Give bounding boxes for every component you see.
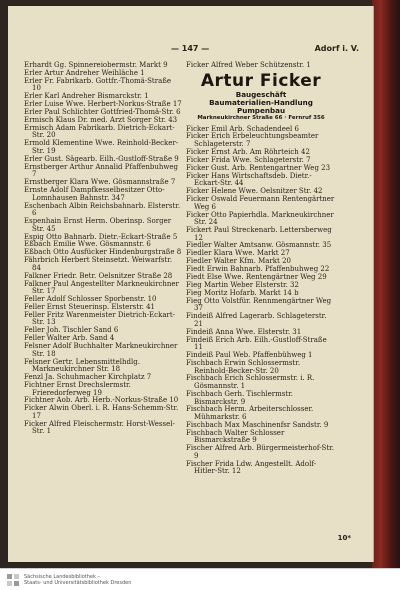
directory-entry: Fiedt Else Wwe. Rentengärtner Weg 29 (186, 273, 327, 282)
directory-entry: Erler Luise Wwe. Herbert-Norkus-Straße 17 (24, 100, 182, 109)
directory-entry: Fischbach Erich Schlossermstr. i. R. Gösmannstr. 1 (186, 374, 315, 391)
directory-entry: Fieg Moritz Hofarb. Markt 14 b (186, 288, 299, 297)
directory-entry: Fischbach Herm. Arbeiterschlosser. Mühmarkstr. 6 (186, 405, 314, 421)
directory-entry: Fischbach Walter Schlosser Bismarckstraße 9 (186, 428, 285, 445)
book-spine (372, 0, 400, 568)
directory-entry: Espenhain Ernst Herm. Oberinsp. Sorger Str. 45 (24, 217, 172, 233)
running-head: Adorf i. V. (314, 44, 359, 53)
directory-entry: Fiedler Klara Wwe. Markt 27 (186, 249, 290, 258)
directory-entry: Fiedt Erwin Bahnarb. Pfaffenbuhweg 22 (186, 265, 330, 274)
directory-entry: Ficker Alfred Fleischermstr. Horst-Wessel-Str. 1 (24, 419, 175, 436)
left-column (24, 62, 182, 436)
directory-entry: Erler Artur Andreher Weihläche 1 (24, 68, 145, 77)
ad-address: Markneukirchner Straße 66 · Fernruf 356 (197, 114, 325, 121)
directory-entry: Feller Adolf Schlosser Sporbenstr. 10 (24, 295, 157, 304)
directory-entry: Fischbach Erwin Schlossermstr. Reinhold-Becker-Str. 20 (186, 358, 301, 375)
advertisement (186, 72, 336, 122)
document-page (8, 6, 374, 562)
directory-entry: Erler Fr. Fabrikarb. Gottfr.-Thomä-Straße 10 (24, 76, 172, 93)
directory-entry: Eßbach Otto Ausfücker Hindenburgstraße 8 (24, 248, 182, 257)
directory-entry: Ernstberger Arthur Annalid Pfaffenbuhweg 7 (24, 162, 178, 179)
directory-entry: Felsner Gertr. Lebensmittelhdlg. Markneukirchner Str. 18 (24, 357, 140, 374)
right-column-top (186, 62, 336, 70)
directory-entry: Ficker Otto Papierhdla. Markneukirchner Str. 24 (186, 210, 334, 227)
directory-entry: Ficker Ernst Arb. Am Röhrteich 42 (186, 147, 310, 156)
directory-entry: Fischbach Max Maschinenfsr Sandstr. 9 (186, 420, 329, 429)
directory-entry: Erler Paul Schlichter Gottfried-Thomä-Str. 6 (24, 108, 181, 117)
directory-entry: Fiedler Walter Amtsanw. Gösmannstr. 35 (186, 241, 332, 250)
library-footer-bar (0, 568, 400, 590)
directory-entry: Ficker Frida Wwe. Schlageterstr. 7 (186, 155, 311, 164)
directory-entry: Ficker Alwin Oberl. i. R. Hans-Schemm-Str. 17 (24, 404, 179, 420)
signature-mark: 10* (337, 534, 351, 542)
directory-entry: Ficker Erich Erbeleuchtungsbeamter Schlageterstr. 7 (186, 132, 319, 149)
right-column-entries (186, 126, 336, 476)
ad-line-1: Baugeschäft (235, 89, 287, 99)
directory-entry: Findeiß Alfred Lagerarb. Schlageterstr. 21 (186, 312, 327, 328)
directory-entry: Ficker Gust. Arb. Rentengartner Weg 23 (186, 163, 331, 172)
directory-entry: Eschenbach Albin Reichsbahnarb. Elsterstr. 6 (24, 201, 181, 218)
directory-entry: Ficker Oswald Feuermann Rentengärtner Weg 6 (186, 195, 335, 211)
directory-entry: Feller Walter Arb. Sand 4 (24, 334, 115, 343)
directory-entry: Fischbach Gerh. Tischlermstr. Bismarckstr. 9 (186, 389, 293, 406)
library-logo-icon (6, 573, 20, 587)
directory-entry: Fichtner Aob. Arb. Herb.-Norkus-Straße 10 (24, 396, 179, 405)
directory-entry: Ficker Emil Arb. Schadendeel 6 (186, 124, 299, 133)
directory-entry: Eßbach Emilie Wwe. Gösmannstr. 6 (24, 240, 151, 249)
directory-entry: Espig Otto Bahnarb. Dietr.-Eckart-Straße 5 (24, 232, 178, 241)
directory-entry: Ficker Hans Wirtschaftsdeb. Dietr.-Eckart-Str. 44 (186, 171, 312, 188)
ad-company-name: Artur Ficker (200, 70, 322, 91)
directory-entry: Fieg Otto Volstfür. Rennmengärtner Weg 37 (186, 296, 332, 313)
page-number: — 147 — (171, 44, 210, 53)
directory-entry: Falkner Paul Angestellter Markneukirchner Str. 17 (24, 279, 179, 296)
directory-entry: Ermisch Adam Fabrikarb. Dietrich-Eckart-Str. 20 (24, 123, 175, 140)
page-header (26, 44, 359, 56)
directory-entry: Ernstberger Klara Wwe. Gösmannstraße 7 (24, 178, 176, 187)
directory-entry: Feller Joh. Tischler Sand 6 (24, 326, 119, 335)
library-name-line-1: Sächsische Landesbibliothek – (24, 574, 100, 580)
directory-entry: Erhardt Gg. Spinnereiobermstr. Markt 9 (24, 61, 168, 69)
directory-entry: Ermold Klementine Wwe. Reinhold-Becker-Str. 19 (24, 139, 179, 155)
directory-entry: Findeiß Erich Arb. Eilh.-Gustloff-Straße 11 (186, 335, 327, 352)
directory-entry: Erler Gust. Sägearb. Eilh.-Gustloff-Straße 9 (24, 154, 179, 163)
directory-entry: Fickert Paul Streckenarb. Lettersberweg 12 (186, 225, 332, 242)
directory-entry: Ficker Helene Wwe. Oelsnitzer Str. 42 (186, 187, 323, 196)
directory-entry: Ficker Alfred Weber Schützenstr. 1 (186, 61, 311, 69)
directory-entry: Fährbrich Herbert Steinsetzt. Weiwarfstr. 84 (24, 256, 173, 272)
directory-entry: Findeiß Anna Wwe. Elsterstr. 31 (186, 327, 302, 336)
ad-line-3: Pumpenbau (236, 105, 286, 115)
directory-entry: Fischer Frida Ldw. Angestellt. Adolf-Hitler-Str. 12 (186, 459, 317, 476)
directory-entry: Fichtner Ernst Drechslermstr. Frieredorferweg 19 (24, 380, 131, 397)
directory-entry: Findeiß Paul Web. Pfaffenbühweg 1 (186, 351, 313, 360)
directory-entry: Fiedler Walter Kfm. Markt 20 (186, 257, 291, 266)
directory-entry: Fischer Alfred Arb. Bürgermeisterhof-Str. 9 (186, 444, 334, 460)
ad-line-2: Baumaterialien-Handlung (209, 97, 313, 107)
directory-entry: Erler Karl Andreher Bismarckstr. 1 (24, 92, 149, 101)
directory-entry: Ermisch Klaus Dr. med. Arzt Sorger Str. 43 (24, 115, 178, 124)
directory-entry: Fieg Martin Weber Elsterstr. 32 (186, 280, 299, 289)
directory-entry: Felsner Adolf Buchhalter Markneukirchner Str. 18 (24, 342, 178, 358)
right-column (186, 62, 336, 476)
directory-entry: Feller Ernst Steuerinsp. Elsterstr. 41 (24, 302, 156, 311)
directory-entry: Ernste Adolf Dampfkesselbesitzer Otto-Lomnhausen Bahnstr. 347 (24, 186, 165, 202)
library-name-line-2: Staats- und Universitätsbibliothek Dresden (24, 580, 132, 586)
directory-entry: Feller Fritz Warenmeister Dietrich-Eckart-Str. 13 (24, 310, 176, 327)
directory-entry: Fenzl Ja. Schuhmacher Kirchplatz 7 (24, 373, 152, 382)
directory-entry: Falkner Friedr. Betr. Oelsnitzer Straße 28 (24, 271, 173, 280)
